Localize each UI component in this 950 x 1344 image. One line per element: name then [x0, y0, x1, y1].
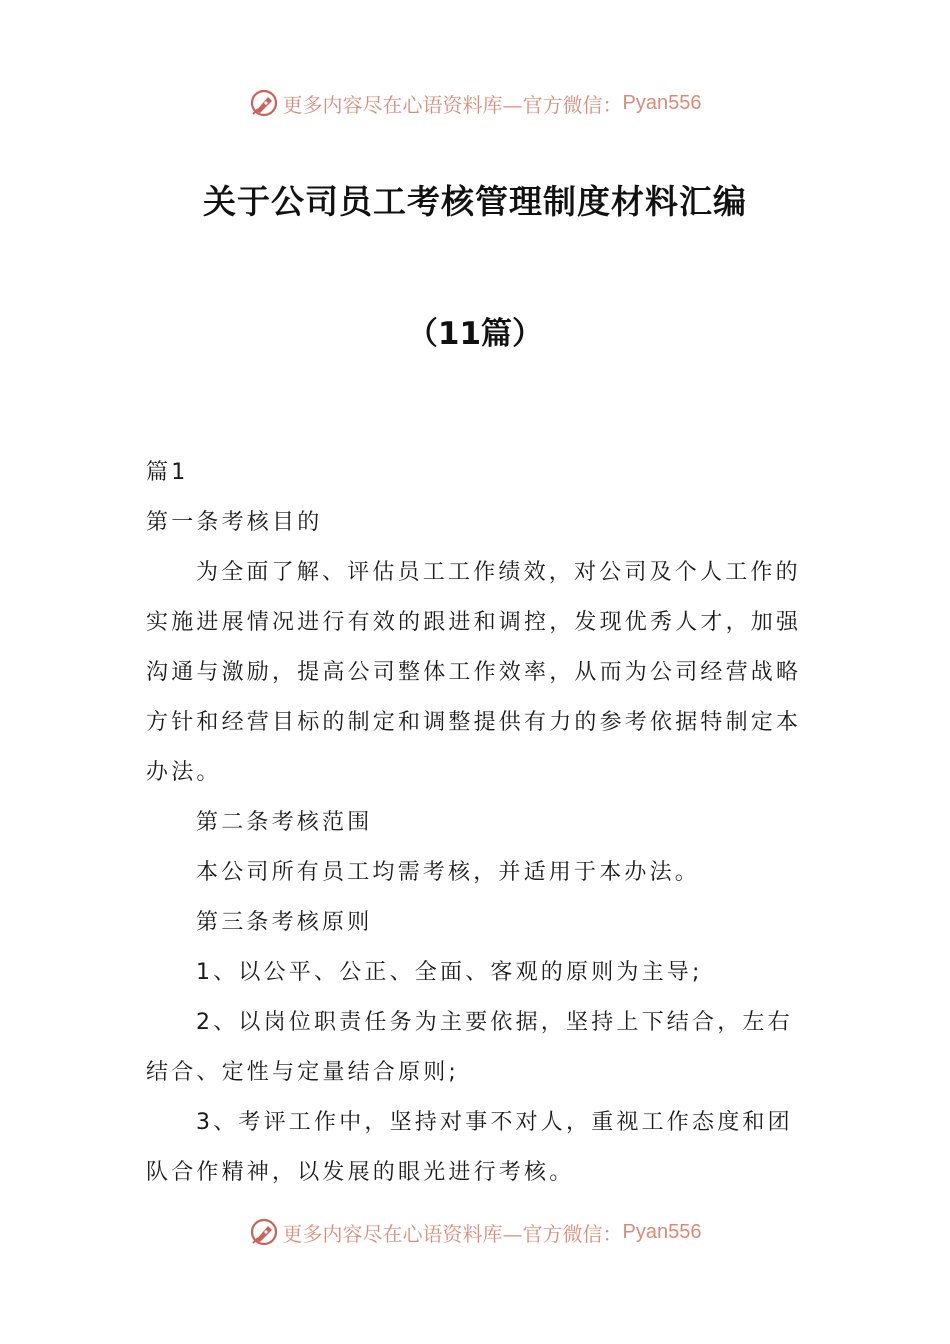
body-paragraph: 为全面了解、评估员工工作绩效，对公司及个人工作的实施进展情况进行有效的跟进和调控，发现优秀人才，加强沟通与激励，提高公司整体工作效率，从而为公司经营战略方针和经营目标的制定和调整提供有力的参考依据特制定本办法。	[146, 560, 802, 785]
promo-text: 更多内容尽在心语资料库—官方微信：	[282, 1221, 623, 1246]
document-body	[146, 448, 806, 1198]
document-subtitle: （11篇）	[406, 316, 544, 352]
section-heading: 篇1	[146, 460, 189, 485]
article-heading: 第一条考核目的	[146, 510, 323, 535]
footer-banner	[0, 1212, 950, 1252]
document-title: 关于公司员工考核管理制度材料汇编	[203, 182, 747, 221]
pen-nib-logo-icon	[249, 1217, 279, 1247]
header-banner	[0, 83, 950, 123]
article-heading: 第三条考核原则	[196, 910, 373, 935]
pen-nib-logo-icon	[249, 88, 279, 118]
article-heading: 第二条考核范围	[196, 810, 373, 835]
list-item: 3、考评工作中，坚持对事不对人，重视工作态度和团队合作精神，以发展的眼光进行考核。	[146, 1110, 793, 1185]
wechat-id: Pyan556	[622, 1220, 702, 1243]
list-item: 1、以公平、公正、全面、客观的原则为主导;	[196, 960, 703, 985]
list-item: 2、以岗位职责任务为主要依据，坚持上下结合，左右结合、定性与定量结合原则;	[146, 1010, 793, 1085]
wechat-id: Pyan556	[622, 91, 702, 114]
promo-text: 更多内容尽在心语资料库—官方微信：	[282, 92, 623, 117]
body-paragraph: 本公司所有员工均需考核，并适用于本办法。	[196, 860, 701, 885]
